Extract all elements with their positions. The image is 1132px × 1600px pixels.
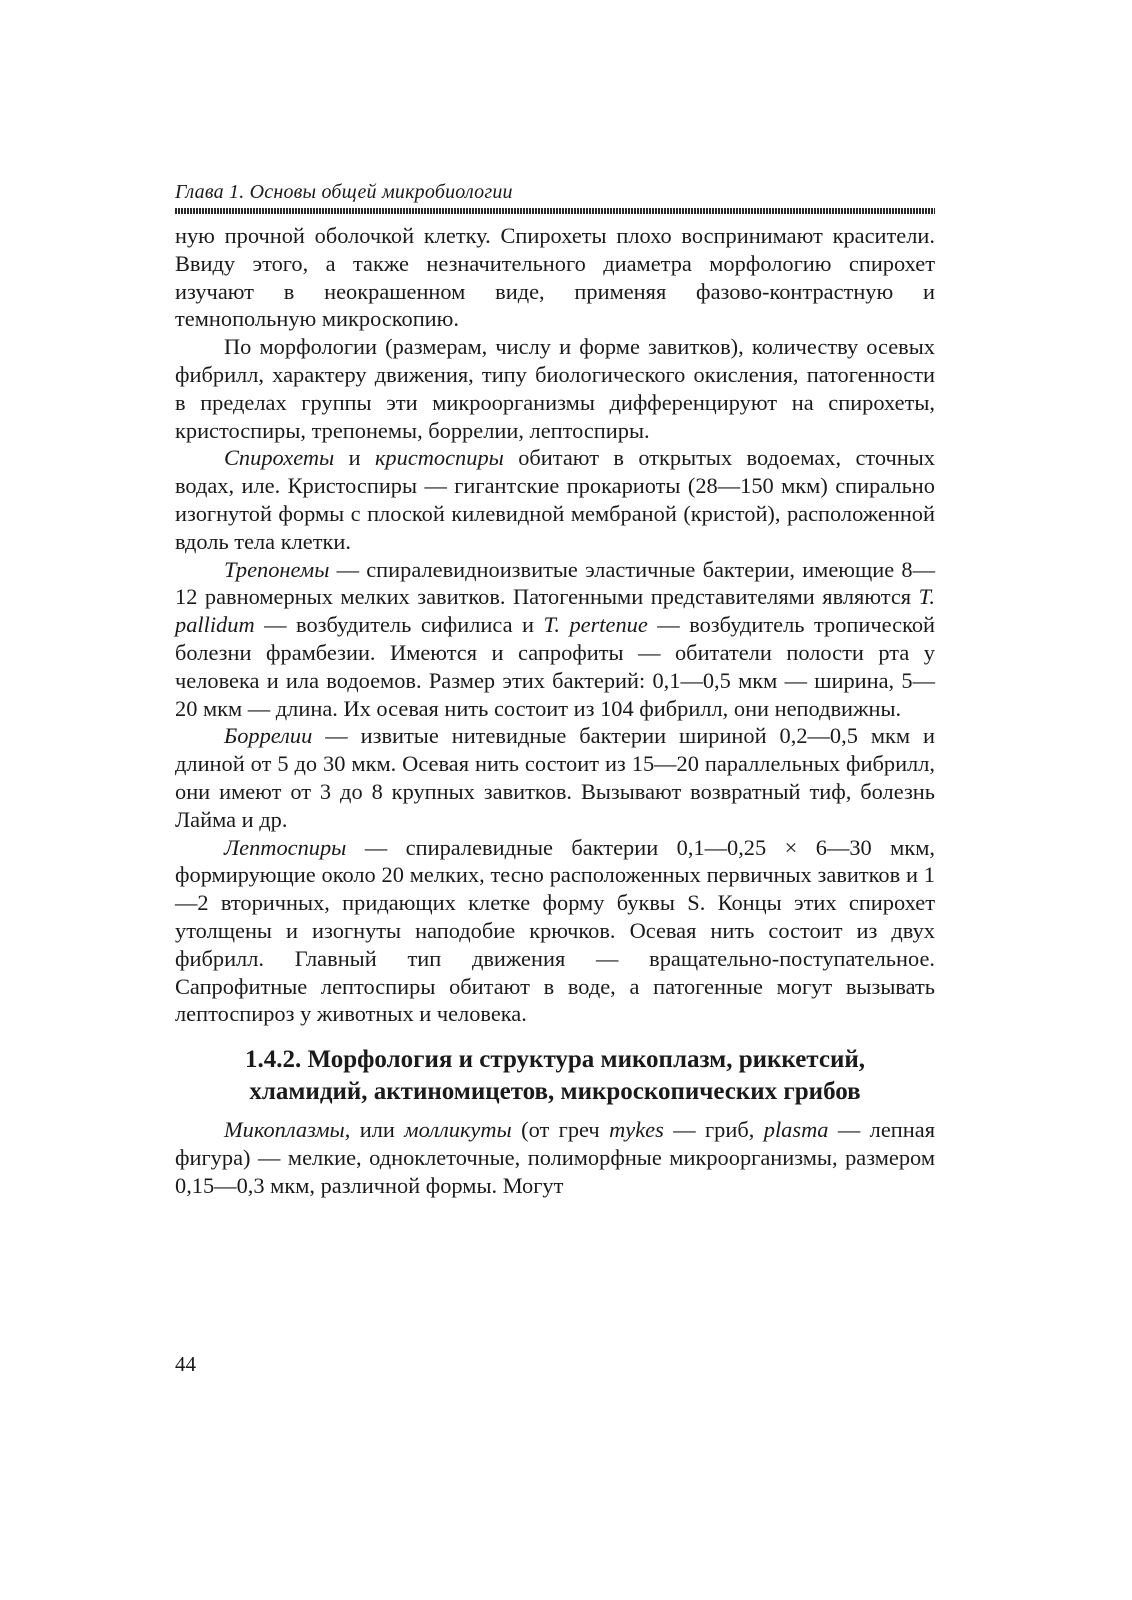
section-heading-line-1: 1.4.2. Морфология и структура микоплазм, риккетсий, bbox=[244, 1046, 866, 1074]
paragraph-text: — лепная фигура) — мелкие, одноклеточные, полиморфные микроорганизмы, размером 0,15—0,3 мкм, различной формы. Могут bbox=[175, 1117, 935, 1198]
term-mollicutes: молликуты bbox=[404, 1117, 512, 1143]
paragraph-mycoplasma bbox=[175, 1116, 935, 1199]
paragraph-2 bbox=[175, 333, 935, 444]
paragraph-text: обитают в открытых водоемах, сточных водах, иле. Кристоспиры — гигантские прокариоты (28—150 мкм) спирально изогнутой формы с плоской килевидной мембраной (кристой), расположенной вдоль тела клетки. bbox=[175, 445, 935, 554]
connector-text: и bbox=[334, 445, 375, 471]
greek-word-mykes: mykes bbox=[609, 1117, 664, 1143]
paragraph-text: — спиралевидные бактерии 0,1—0,25 × 6—30 мкм, формирующие около 20 мелких, тесно расположенных первичных завитков и 1—2 вторичных, придающих клетке форму буквы S. Концы этих спирохет утолщены и изогнуты наподобие крючков. Осевая нить состоит из двух фибрилл. Главный тип движения — вращательно-поступательное. Сапрофитные лептоспиры обитают в воде, а патогенные могут вызывать лептоспироз у животных и человека. bbox=[175, 834, 935, 1027]
paragraph-text: — извитые нитевидные бактерии шириной 0,2—0,5 мкм и длиной от 5 до 30 мкм. Осевая нить состоит из 15—20 параллельных фибрилл, они имеют от 3 до 8 крупных завитков. Вызывают возвратный тиф, болезнь Лайма и др. bbox=[175, 723, 935, 832]
book-page bbox=[175, 180, 935, 1200]
section-heading bbox=[175, 1044, 935, 1108]
paragraph-text: По морфологии (размерам, числу и форме завитков), количеству осевых фибрилл, характеру движения, типу биологического окисления, патогенности в пределах группы эти микроорганизмы дифференцируют на спирохеты, кристоспиры, трепонемы, боррелии, лептоспиры. bbox=[175, 334, 935, 443]
paragraph-text: — возбудитель тропической болезни фрамбезии. Имеются и сапрофиты — обитатели полости рта у человека и ила водоемов. Размер этих бактерий: 0,1—0,5 мкм — ширина, 5—20 мкм — длина. Их осевая нить состоит из 104 фибрилл, они неподвижны. bbox=[175, 612, 935, 721]
term-borrelia: Боррелии bbox=[224, 723, 313, 749]
species-pertenue: T. pertenue bbox=[543, 612, 648, 638]
paragraph-text: (от греч bbox=[511, 1117, 610, 1143]
paragraph-treponema bbox=[175, 556, 935, 723]
paragraph-leptospira bbox=[175, 834, 935, 1029]
paragraph-text: ную прочной оболочкой клетку. Спирохеты плохо воспринимают красители. Ввиду этого, а также незначительного диаметра морфологию спирохет изучают в неокрашенном виде, применяя фазово-контрастную и темнопольную микроскопию. bbox=[175, 223, 935, 332]
section-heading-line-2: хламидий, актиномицетов, микроскопических грибов bbox=[249, 1078, 861, 1106]
term-mycoplasma: Микоплазмы bbox=[224, 1117, 345, 1143]
term-cristispira: кристоспиры bbox=[374, 445, 504, 471]
paragraph-text: — гриб, bbox=[663, 1117, 764, 1143]
header-rule bbox=[175, 208, 935, 214]
term-leptospira: Лептоспиры bbox=[224, 834, 347, 860]
running-head: Глава 1. Основы общей микробиологии bbox=[175, 181, 513, 203]
paragraph-text: , или bbox=[344, 1117, 405, 1143]
term-spirochetes: Спирохеты bbox=[224, 445, 335, 471]
species-pallidum: T. pallidum bbox=[175, 584, 935, 638]
paragraph-text: — возбудитель сифилиса и bbox=[254, 612, 544, 638]
paragraph-spirochetes bbox=[175, 444, 935, 555]
term-treponema: Трепонемы bbox=[224, 556, 330, 582]
paragraph-borrelia bbox=[175, 722, 935, 833]
greek-word-plasma: plasma bbox=[763, 1117, 829, 1143]
paragraph-text: — спиралевидноизвитые эластичные бактерии, имеющие 8—12 равномерных мелких завитков. Патогенными представителями являются bbox=[175, 556, 935, 610]
page-number: 44 bbox=[175, 1352, 196, 1376]
paragraph-1 bbox=[175, 222, 935, 333]
